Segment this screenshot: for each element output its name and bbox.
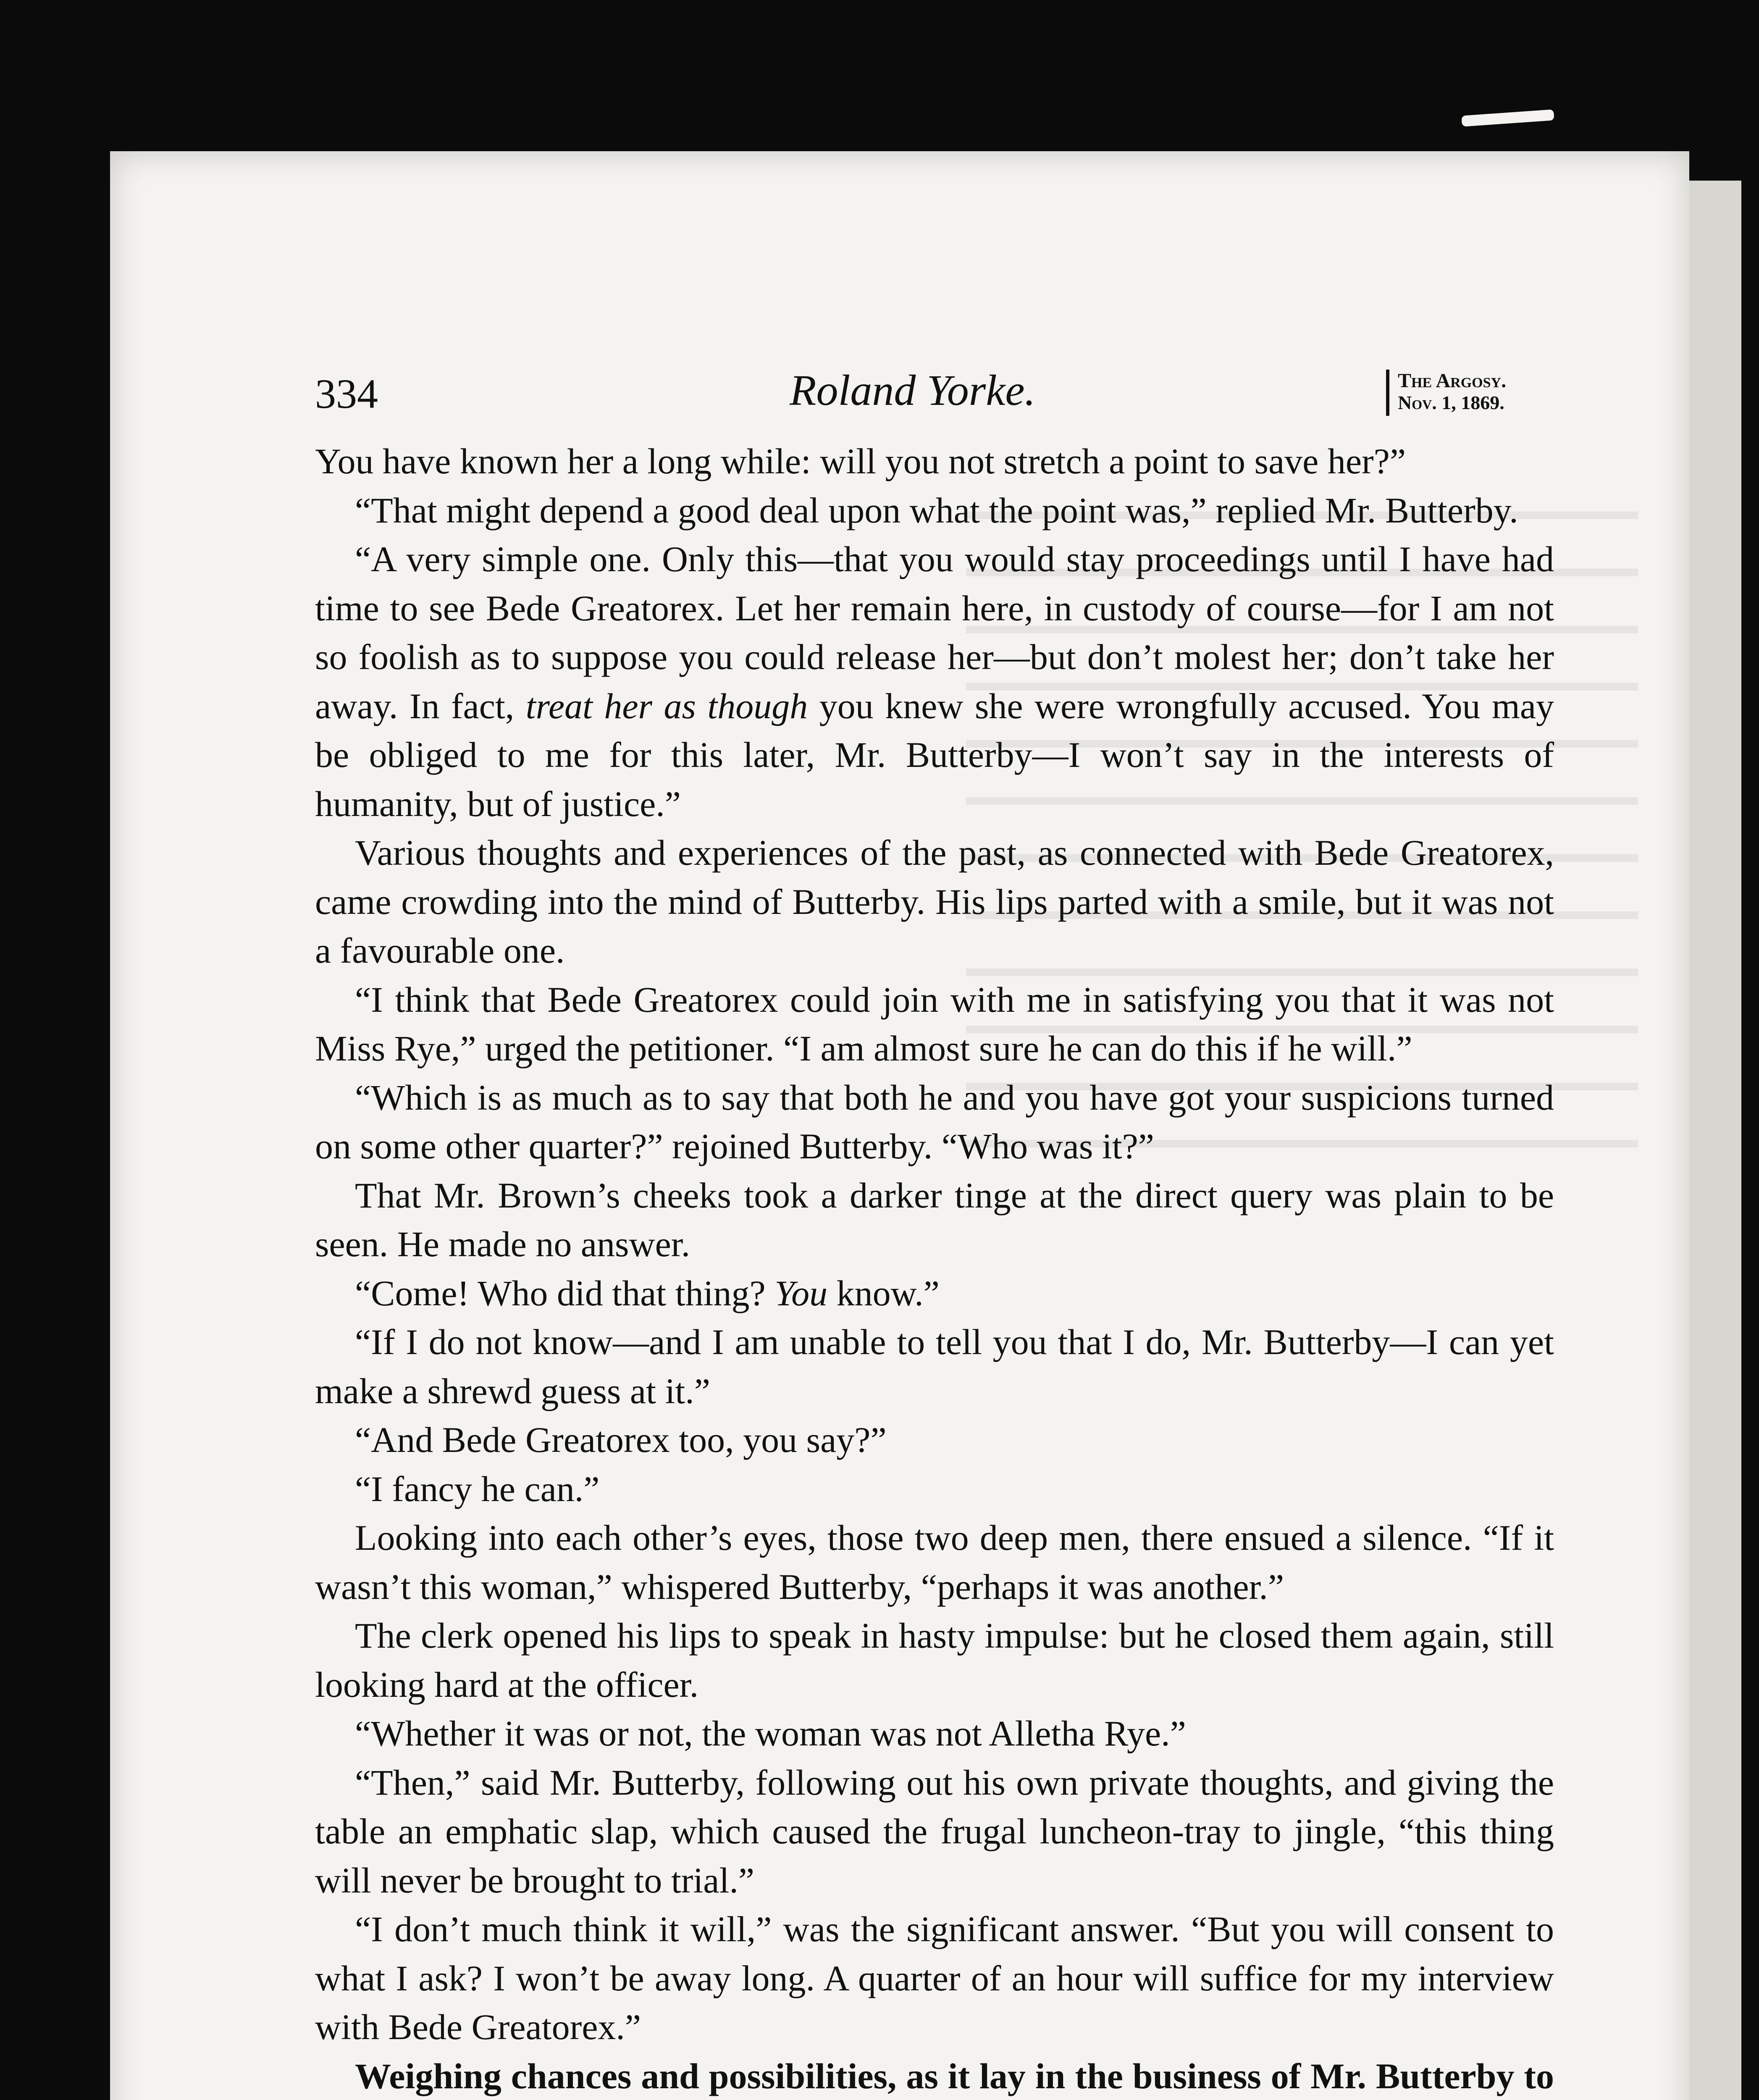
paragraph [315, 1465, 1554, 1514]
paragraph [315, 1709, 1554, 1758]
paragraph-text: you knew she were wrongfully accused. You may be obliged to me for this later, Mr. Butterby—I won’t say in the interests of humanity, but of justice.” [315, 685, 1554, 824]
paragraph-text: “Whether it was or not, the woman was not Alletha Rye.” [355, 1713, 1186, 1754]
paragraph [315, 828, 1554, 975]
paragraph [315, 1171, 1554, 1269]
paragraph [315, 1269, 1554, 1318]
paragraph [315, 535, 1554, 828]
paragraph-text: “I fancy he can.” [355, 1468, 600, 1509]
body-text [315, 437, 1554, 2100]
paragraph-text: You have known her a long while: will you not stretch a point to save her?” [315, 441, 1406, 481]
paragraph [315, 486, 1554, 535]
paragraph [315, 1318, 1554, 1415]
paragraph-text: “Then,” said Mr. Butterby, following out his own private thoughts, and giving the table an emphatic slap, which caused the frugal luncheon-tray to jingle, “this thing will never be brought to trial.” [315, 1762, 1554, 1900]
running-title: Roland Yorke. [790, 366, 1036, 415]
paragraph-text: “Come! Who did that thing? [355, 1273, 775, 1313]
paragraph-text: “I think that Bede Greatorex could join with me in satisfying you that it was not Miss Rye,” urged the petitioner. “I am almost sure he can do this if he will.” [315, 979, 1554, 1068]
paragraph-text: “That might depend a good deal upon what the point was,” replied Mr. Butterby. [355, 490, 1518, 530]
paragraph [315, 1415, 1554, 1465]
paragraph-text: “And Bede Greatorex too, you say?” [355, 1420, 887, 1460]
paragraph [315, 1513, 1554, 1611]
paragraph [315, 1073, 1554, 1171]
page-number: 334 [315, 370, 378, 417]
paragraph-text: Weighing chances and possibilities, as it lay in the business of Mr. Butterby to [355, 2055, 1554, 2096]
paragraph-text: “If I do not know—and I am unable to tell you that I do, Mr. Butterby—I can yet make a shrewd guess at it.” [315, 1322, 1554, 1411]
page-header [315, 361, 1554, 424]
paragraph-text: Looking into each other’s eyes, those two deep men, there ensued a silence. “If it wasn’t this woman,” whispered Butterby, “perhaps it was another.” [315, 1517, 1554, 1607]
italic-text: treat her as though [525, 685, 808, 726]
paragraph [315, 2052, 1554, 2100]
paragraph [315, 1758, 1554, 1905]
paragraph [315, 1611, 1554, 1709]
paragraph-text: Various thoughts and experiences of the past, as connected with Bede Greatorex, came crowding into the mind of Butterby. His lips parted with a smile, but it was not a favourable one. [315, 832, 1554, 971]
italic-text: You [774, 1273, 828, 1313]
paragraph [315, 975, 1554, 1073]
paragraph-text: know.” [827, 1273, 940, 1313]
paragraph-text: “I don’t much think it will,” was the significant answer. “But you will consent to what I ask? I won’t be away long. A quarter of an hour will suffice for my interview with Bede Greatorex.” [315, 1909, 1554, 2047]
paragraph-text: That Mr. Brown’s cheeks took a darker tinge at the direct query was plain to be seen. He made no answer. [315, 1175, 1554, 1264]
issue-bracket [1386, 370, 1566, 416]
issue-date: Nov. 1, 1869. [1398, 392, 1504, 413]
paragraph [315, 437, 1554, 486]
paragraph [315, 1905, 1554, 2052]
issue-publication: The Argosy. [1398, 370, 1507, 392]
paragraph-text: “Which is as much as to say that both he and you have got your suspicions turned on some other quarter?” rejoined Butterby. “Who was it?” [315, 1077, 1554, 1166]
paragraph-text: The clerk opened his lips to speak in hasty impulse: but he closed them again, still looking hard at the officer. [315, 1615, 1554, 1705]
paragraph-text: “A very simple one. Only this—that you would stay proceedings until I have had time to see Bede Greatorex. Let her remain here, in custody of course—for I am not so foolish as to suppose you could release her—but don’t molest her; don’t take her away. In fact, [315, 539, 1554, 726]
